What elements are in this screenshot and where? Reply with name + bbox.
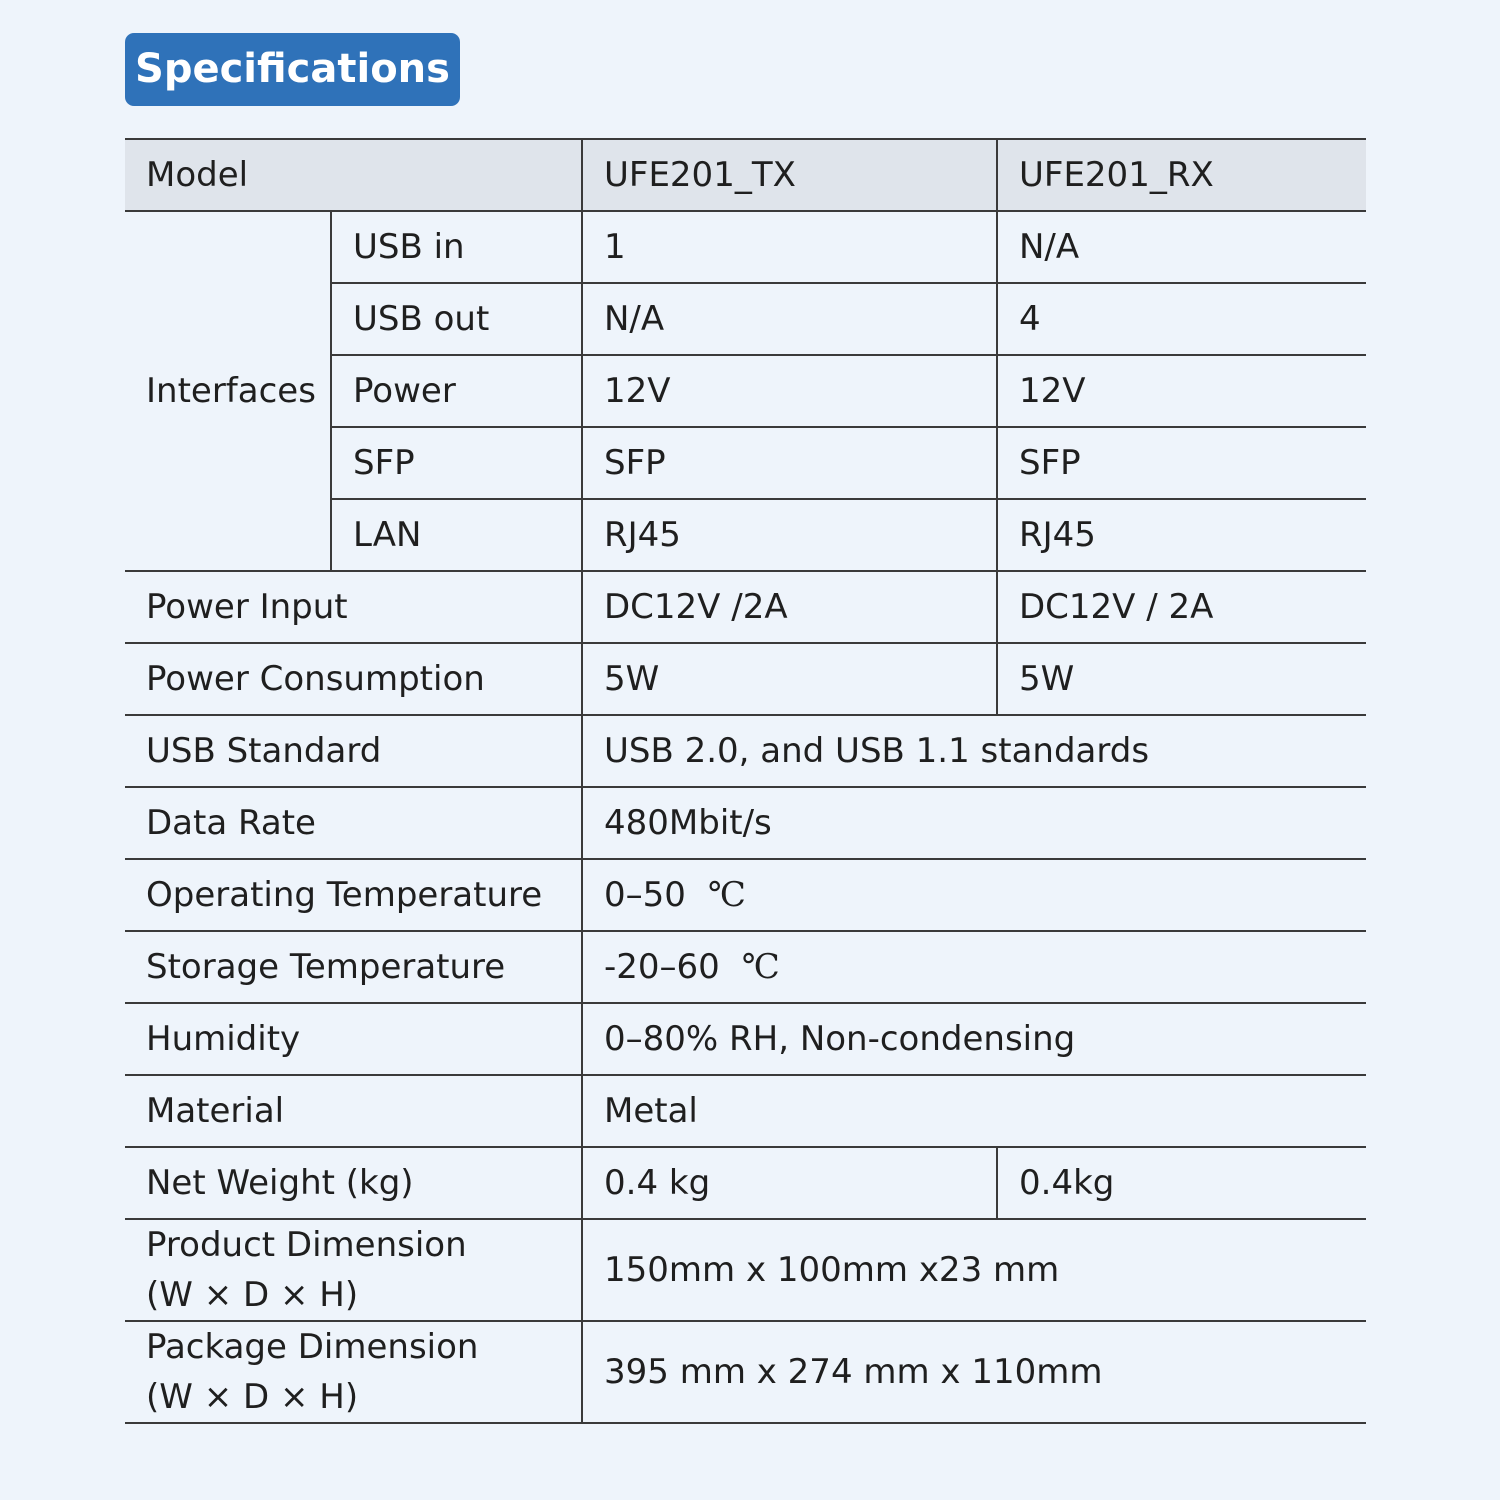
interface-tx-value: N/A [582,283,997,355]
table-row [125,211,1366,283]
interface-name: USB in [331,211,582,283]
interface-rx-value: 12V [997,355,1366,427]
interface-tx-value: SFP [582,427,997,499]
usb-standard-label: USB Standard [125,715,582,787]
operating-temperature-label: Operating Temperature [125,859,582,931]
operating-temperature-cell [582,859,1366,931]
table-row [125,1219,1366,1321]
table-row [125,643,1366,715]
interface-name: SFP [331,427,582,499]
data-rate-label: Data Rate [125,787,582,859]
interface-tx-value: 1 [582,211,997,283]
table-row [125,859,1366,931]
table-row [125,787,1366,859]
table-row [125,931,1366,1003]
package-dimension-value: 395 mm x 274 mm x 110mm [582,1321,1366,1423]
product-dimension-label-line2: (W × D × H) [146,1275,359,1315]
net-weight-tx: 0.4 kg [582,1147,997,1219]
power-input-tx: DC12V /2A [582,571,997,643]
interface-tx-value: 12V [582,355,997,427]
table-row [125,1321,1366,1423]
storage-temperature-value: -20–60 [604,947,720,987]
celsius-unit: ℃ [741,947,780,987]
material-label: Material [125,1075,582,1147]
product-dimension-label [125,1219,582,1321]
power-input-rx: DC12V / 2A [997,571,1366,643]
table-row [125,715,1366,787]
product-dimension-label-line1: Product Dimension [146,1225,467,1265]
table-header-row [125,139,1366,211]
interface-name: Power [331,355,582,427]
humidity-value: 0–80% RH, Non-condensing [582,1003,1366,1075]
model-rx: UFE201_RX [997,139,1366,211]
data-rate-value: 480Mbit/s [582,787,1366,859]
interface-name: LAN [331,499,582,571]
package-dimension-label-line1: Package Dimension [146,1327,479,1367]
table-row [125,1003,1366,1075]
operating-temperature-value: 0–50 [604,875,686,915]
interface-rx-value: 4 [997,283,1366,355]
power-input-label: Power Input [125,571,582,643]
interface-name: USB out [331,283,582,355]
power-consumption-rx: 5W [997,643,1366,715]
celsius-unit: ℃ [707,875,746,915]
model-label: Model [125,139,582,211]
table-row [125,571,1366,643]
interface-rx-value: N/A [997,211,1366,283]
humidity-label: Humidity [125,1003,582,1075]
interface-rx-value: RJ45 [997,499,1366,571]
storage-temperature-label: Storage Temperature [125,931,582,1003]
interfaces-label: Interfaces [125,211,331,571]
interface-rx-value: SFP [997,427,1366,499]
power-consumption-label: Power Consumption [125,643,582,715]
net-weight-label: Net Weight (kg) [125,1147,582,1219]
interface-tx-value: RJ45 [582,499,997,571]
table-row [125,1075,1366,1147]
material-value: Metal [582,1075,1366,1147]
power-consumption-tx: 5W [582,643,997,715]
package-dimension-label [125,1321,582,1423]
product-dimension-value: 150mm x 100mm x23 mm [582,1219,1366,1321]
model-tx: UFE201_TX [582,139,997,211]
usb-standard-value: USB 2.0, and USB 1.1 standards [582,715,1366,787]
specifications-title-badge: Specifications [125,33,460,106]
net-weight-rx: 0.4kg [997,1147,1366,1219]
package-dimension-label-line2: (W × D × H) [146,1377,359,1417]
storage-temperature-cell [582,931,1366,1003]
specifications-table [125,138,1366,1424]
table-row [125,1147,1366,1219]
